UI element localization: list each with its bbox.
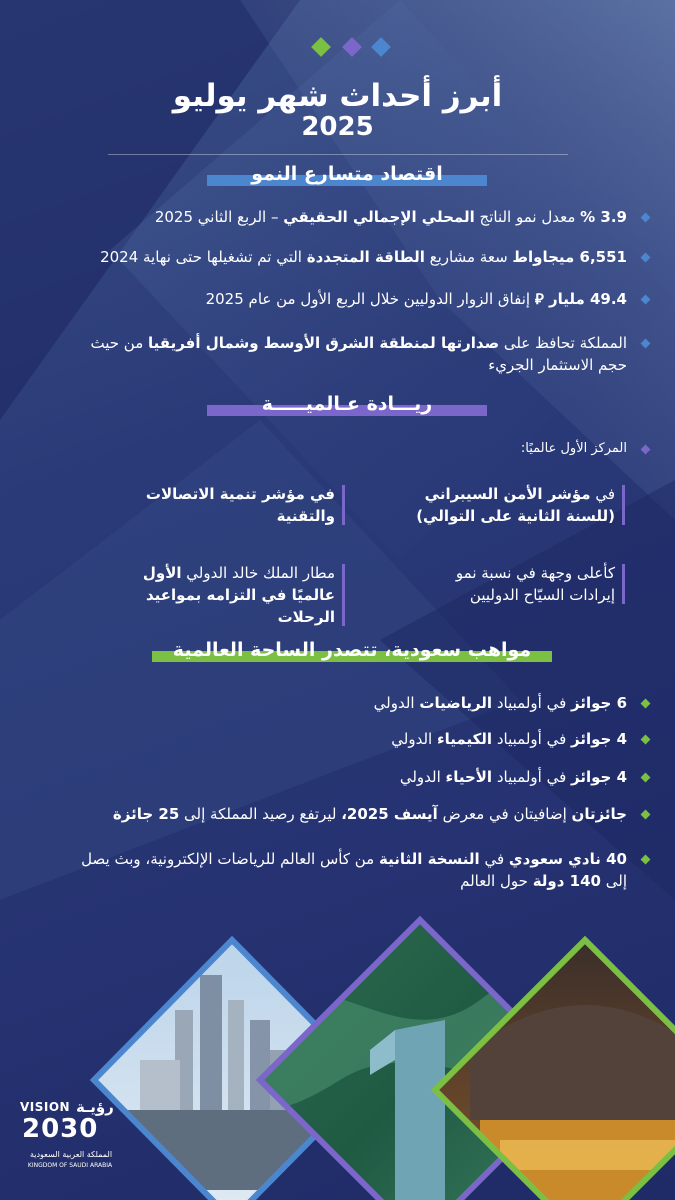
- rank-cell-airport: مطار الملك خالد الدولي الأول عالميًا في التزامه بمواعيد الرحلات: [95, 562, 345, 628]
- section-talent-heading: مواهب سعودية، تتصدر الساحة العالمية: [152, 642, 552, 662]
- list-item: 4 جوائز في أولمبياد الكيمياء الدولي: [67, 728, 627, 750]
- list-item: 4 جوائز في أولمبياد الأحياء الدولي: [67, 766, 627, 788]
- list-item-intro: المركز الأول عالميًا:: [67, 438, 627, 460]
- rank-cell-tourism: كأعلى وجهة في نسبة نمو إيرادات السيّاح الدوليين: [385, 562, 625, 606]
- section-economy-heading: اقتصاد متسارع النمو: [207, 166, 487, 186]
- page-title-year: 2025: [301, 112, 374, 142]
- list-item: المملكة تحافظ على صدارتها لمنطقة الشرق الأوسط وشمال أفريقيا من حيث حجم الاستثمار الجريء: [67, 332, 627, 376]
- section-global-leadership-heading: ريـــادة عـالميـــــة: [207, 396, 487, 416]
- list-item: 6,551 ميجاواط سعة مشاريع الطاقة المتجددة التي تم تشغيلها حتى نهاية 2024: [67, 246, 627, 268]
- rank-cell-cybersecurity: في مؤشر الأمن السيبراني (للسنة الثانية على التوالي): [385, 483, 625, 527]
- list-item: 49.4 مليار ⃁ إنفاق الزوار الدوليين خلال الربع الأول من عام 2025: [67, 288, 627, 310]
- list-item: 40 نادي سعودي في النسخة الثانية من كأس العالم للرياضات الإلكترونية، وبث يصل إلى 140 دولة حول العالم: [67, 848, 627, 892]
- list-item: جائزتان إضافيتان في معرض آيسف 2025، ليرتفع رصيد المملكة إلى 25 جائزة: [67, 803, 627, 825]
- list-item: 6 جوائز في أولمبياد الرياضيات الدولي: [67, 692, 627, 714]
- rank-cell-ict: في مؤشر تنمية الاتصالات والتقنية: [135, 483, 345, 527]
- vision-2030-logo: VISION رؤيـة 2030 المملكة العربية السعودية KINGDOM OF SAUDI ARABIA: [20, 1098, 114, 1169]
- list-item: 3.9 % معدل نمو الناتج المحلي الإجمالي الحقيقي – الربع الثاني 2025: [67, 206, 627, 228]
- page-title: أبرز أحداث شهر يوليو: [172, 78, 503, 114]
